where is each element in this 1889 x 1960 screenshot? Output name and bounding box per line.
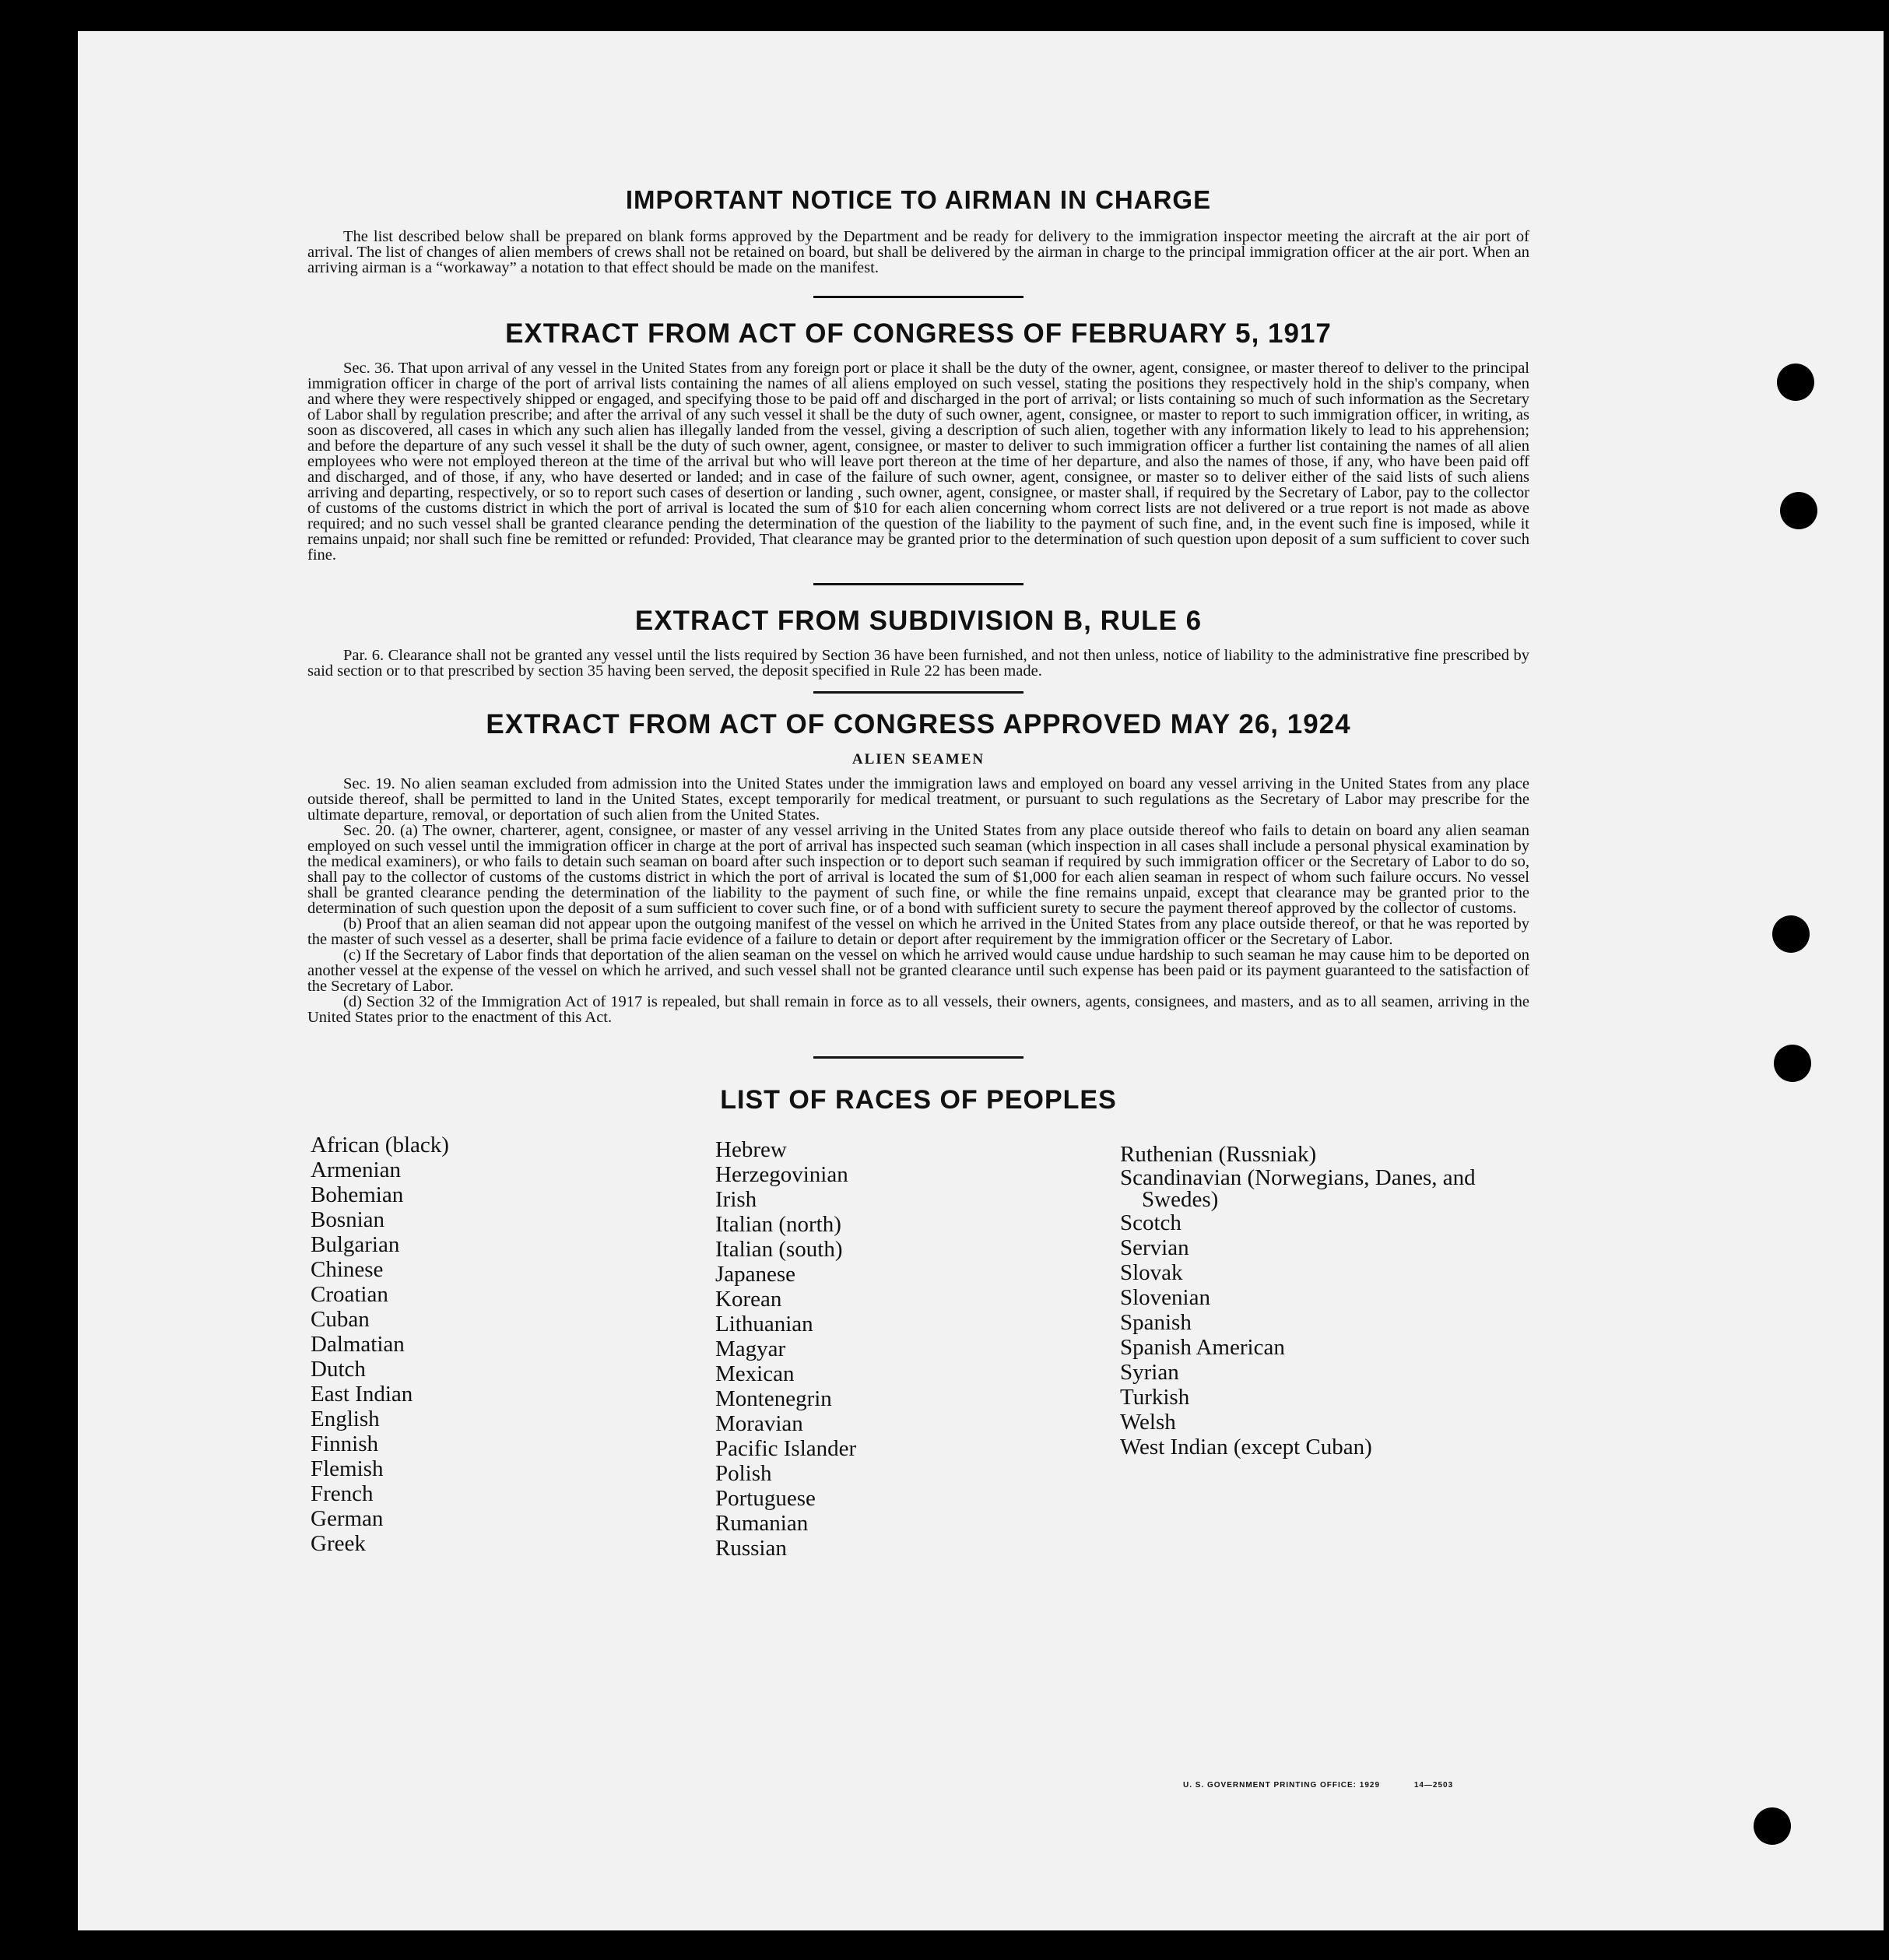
race-item: Magyar	[715, 1337, 786, 1361]
race-item: Syrian	[1120, 1360, 1179, 1385]
punch-hole	[1772, 915, 1810, 953]
race-item: Cuban	[311, 1307, 370, 1332]
race-item: Dalmatian	[311, 1332, 405, 1357]
race-item: Servian	[1120, 1235, 1189, 1260]
races-list	[311, 1133, 1494, 1561]
race-item: Bosnian	[311, 1207, 385, 1232]
punch-hole	[1754, 1807, 1791, 1845]
race-item: Russian	[715, 1536, 787, 1561]
race-item: French	[311, 1481, 374, 1506]
race-item: Montenegrin	[715, 1386, 832, 1411]
race-item: Korean	[715, 1287, 782, 1312]
race-item: Moravian	[715, 1411, 803, 1436]
notice-title: IMPORTANT NOTICE TO AIRMAN IN CHARGE	[625, 185, 1212, 214]
race-item: Spanish	[1120, 1310, 1192, 1335]
race-item: Polish	[715, 1461, 772, 1486]
punch-hole	[1777, 364, 1814, 401]
race-item: Dutch	[311, 1357, 366, 1382]
race-item: Slovak	[1120, 1260, 1183, 1285]
race-item: Ruthenian (Russniak)	[1120, 1142, 1317, 1167]
rule6-title: EXTRACT FROM SUBDIVISION B, RULE 6	[634, 606, 1203, 636]
act-1924-subtitle: ALIEN SEAMEN	[851, 751, 985, 767]
race-item: Mexican	[715, 1361, 795, 1386]
race-item: Lithuanian	[715, 1312, 813, 1337]
race-item: Spanish American	[1120, 1335, 1285, 1360]
race-item: Flemish	[311, 1456, 384, 1481]
race-item: Bohemian	[311, 1182, 404, 1207]
act-1924-sec20d: (d) Section 32 of the Immigration Act of 1917 is repealed, but shall remain in force as to all vessels, their owners, agents, consignees, and masters, and as to all seamen, arriving in the United States prior to the enactment of this Act.	[307, 993, 1529, 1026]
document-content	[307, 148, 1529, 1561]
races-title: LIST OF RACES OF PEOPLES	[720, 1085, 1117, 1115]
act-1924-sec20b: (b) Proof that an alien seaman did not appear upon the outgoing manifest of the vessel on which he arrived in the United States from any place outside thereof, or that he was reported by the master of such vessel as a deserter, shall be prima facie evidence of a failure to detain or deport after requirement by the immigration officer or the Secretary of Labor.	[307, 915, 1529, 948]
divider	[813, 583, 1024, 585]
race-item: English	[311, 1407, 380, 1431]
act-1924-sec19: Sec. 19. No alien seaman excluded from admission into the United States under the immigration laws and employed on board any vessel arriving in the United States from any place outside thereof, shall be permitted to land in the United States, except temporarily for medical treatment, or pursuant to such regulations as the Secretary of Labor may prescribe for the ultimate departure, removal, or deportation of such alien from the United States.	[307, 775, 1529, 824]
divider	[813, 1056, 1024, 1059]
punch-hole	[1780, 492, 1817, 529]
divider	[813, 691, 1024, 694]
races-column-1	[311, 1133, 684, 1561]
race-item: Italian (south)	[715, 1237, 843, 1262]
race-item: Rumanian	[715, 1511, 809, 1536]
race-item: Finnish	[311, 1431, 379, 1456]
divider	[813, 296, 1024, 298]
race-item: Irish	[715, 1187, 757, 1212]
race-item: Chinese	[311, 1257, 384, 1282]
act-1917-title: EXTRACT FROM ACT OF CONGRESS OF FEBRUARY 5, 1917	[505, 318, 1332, 349]
rule6-body: Par. 6. Clearance shall not be granted any vessel until the lists required by Section 36 have been furnished, and not then unless, notice of liability to the administrative fine prescribed by said section or to that prescribed by section 35 having been served, the deposit specified in Rule 22 has been made.	[307, 647, 1529, 680]
race-item: Croatian	[311, 1282, 388, 1307]
race-item: West Indian (except Cuban)	[1120, 1435, 1372, 1459]
race-item: African (black)	[311, 1133, 449, 1157]
race-item: East Indian	[311, 1382, 413, 1407]
race-item: Scotch	[1120, 1210, 1182, 1235]
punch-hole	[1774, 1045, 1811, 1082]
race-item: Turkish	[1120, 1385, 1190, 1410]
race-item: German	[311, 1506, 384, 1531]
act-1924-title: EXTRACT FROM ACT OF CONGRESS APPROVED MAY 26, 1924	[486, 709, 1351, 739]
race-item: Hebrew	[715, 1137, 787, 1162]
race-item: Welsh	[1120, 1410, 1176, 1435]
printer-imprint	[1183, 1781, 1484, 1790]
form-number: 14—2503	[1413, 1781, 1454, 1790]
race-item: Herzegovinian	[715, 1162, 848, 1187]
act-1924-sec20c: (c) If the Secretary of Labor finds that deportation of the alien seaman on the vessel on which he arrived would cause undue hardship to such seaman he may cause him to be deported on another vessel at the expense of the vessel on which he arrived, and such vessel shall not be granted clearance until such expense has been paid or its payment guaranteed to the satisfaction of the Secretary of Labor.	[307, 947, 1529, 995]
notice-body: The list described below shall be prepared on blank forms approved by the Department and be ready for delivery to the immigration inspector meeting the aircraft at the air port of arrival. The list of changes of alien members of crews shall not be retained on board, but shall be delivered by the airman in charge to the principal immigration officer at the air port. When an arriving airman is a “workaway” a notation to that effect should be made on the manifest.	[307, 228, 1529, 276]
race-item: Armenian	[311, 1157, 401, 1182]
act-1924-sec20a: Sec. 20. (a) The owner, charterer, agent, consignee, or master of any vessel arriving in the United States from any place outside thereof who fails to detain on board any alien seaman employed on such vessel until the immigration officer in charge at the port of arrival has inspected such seaman (which inspection in all cases shall include a personal physical examination by the medical examiners), or who fails to detain such seaman on board after such inspection or to deport such seaman if required by such immigration officer or the Secretary of Labor to do so, shall pay to the collector of customs of the customs district in which the port of arrival is located the sum of $1,000 for each alien seaman in respect of whom such failure occurs. No vessel shall be granted clearance pending the determination of the liability to the payment of such fine, or while the fine remains unpaid, except that clearance may be granted prior to the determination of such question upon the deposit of a sum sufficient to cover such fine, or of a bond with sufficient surety to secure the payment thereof approved by the collector of customs.	[307, 822, 1529, 917]
race-item: Italian (north)	[715, 1212, 841, 1237]
races-column-2	[715, 1133, 1089, 1561]
race-item: Slovenian	[1120, 1285, 1210, 1310]
race-item: Bulgarian	[311, 1232, 400, 1257]
race-item: Portuguese	[715, 1486, 816, 1511]
race-item: Japanese	[715, 1262, 796, 1287]
race-item: Greek	[311, 1531, 366, 1556]
printer-name: U. S. GOVERNMENT PRINTING OFFICE: 1929	[1183, 1781, 1381, 1790]
races-column-3	[1120, 1133, 1494, 1561]
act-1917-body: Sec. 36. That upon arrival of any vessel in the United States from any foreign port or place it shall be the duty of the owner, agent, consignee, or master thereof to deliver to the principal immigration officer in charge of the port of arrival lists containing the names of all aliens employed on such vessel, stating the positions they respectively hold in the ship's company, when and where they were respectively shipped or engaged, and specifying those to be paid off and discharged in the port of arrival; or lists containing so much of such information as the Secretary of Labor shall by regulation prescribe; and after the arrival of any such vessel it shall be the duty of such owner, agent, consignee, or master to report to such immigration officer, in writing, as soon as discovered, all cases in which any such alien has illegally landed from the vessel, giving a description of such alien, together with any information likely to lead to his apprehension; and before the departure of any such vessel it shall be the duty of such owner, agent, consignee, or master to deliver to such immigration officer a further list containing the names of all alien employees who were not employed thereon at the time of the arrival but who will leave port thereon at the time of her departure, and also the names of those, if any, who have been paid off and discharged, and of those, if any, who have deserted or landed; and in case of the failure of such owner, agent, consignee, or master so to deliver either of the said lists of such aliens arriving and departing, respectively, or so to report such cases of desertion or landing , such owner, agent, consignee, or master shall, if required by the Secretary of Labor, pay to the collector of customs of the customs district in which the port of arrival is located the sum of $10 for each alien concerning whom correct lists are not delivered or a true report is not made as above required; and no such vessel shall be granted clearance pending the determination of the question of the liability to the payment of such fine, and, in the event such fine is imposed, while it remains unpaid; nor shall such fine be remitted or refunded: Provided, That clearance may be granted prior to the determination of such question upon deposit of a sum sufficient to cover such fine.	[307, 360, 1529, 564]
race-item: Scandinavian (Norwegians, Danes, and Swedes)	[1120, 1165, 1476, 1212]
race-item: Pacific Islander	[715, 1436, 857, 1461]
